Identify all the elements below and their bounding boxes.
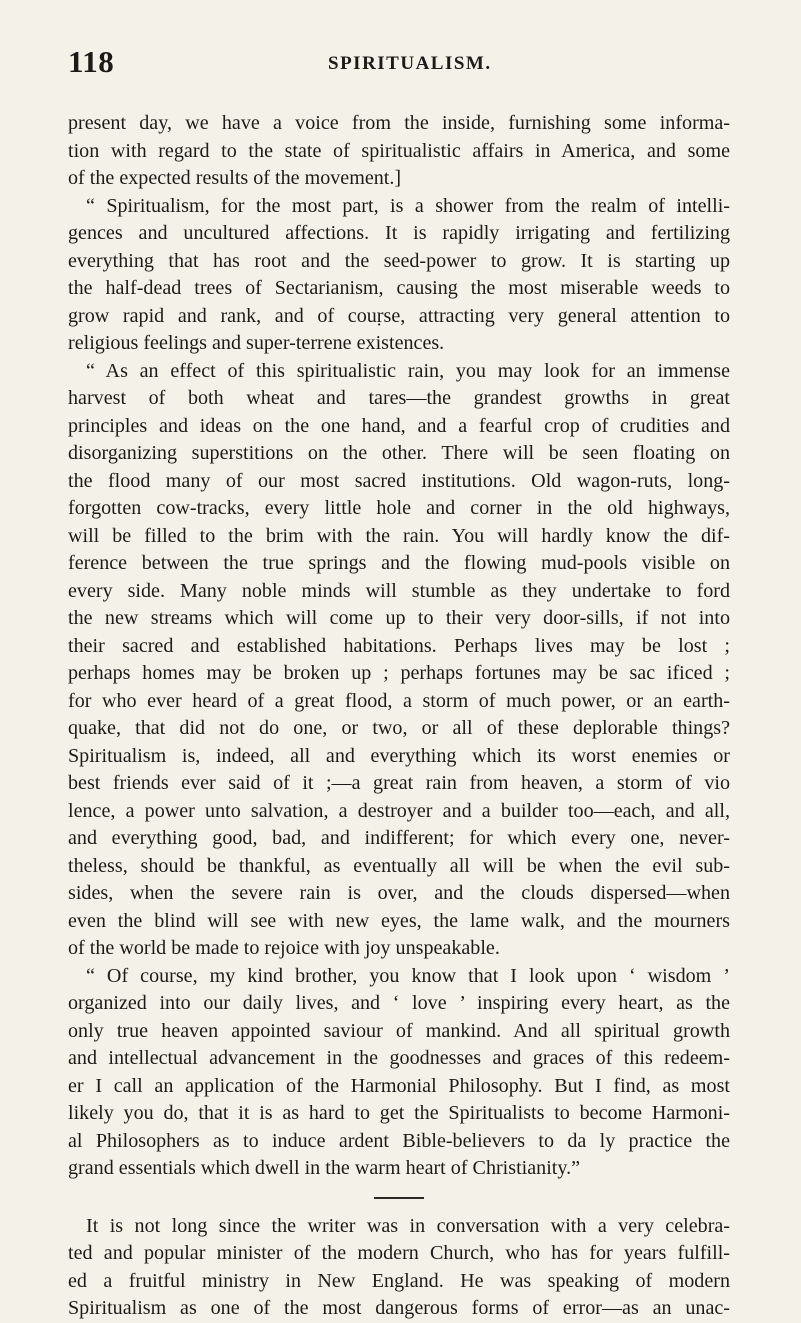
text-line: for who ever heard of a great flood, a storm of much power, or an earth- bbox=[68, 689, 730, 712]
text-line: quake, that did not do one, or two, or all of these deplorable things? bbox=[68, 717, 730, 739]
text-line: religious feelings and super-terrene existences. bbox=[68, 332, 445, 354]
text-line: only true heaven appointed saviour of mankind. And all spiritual growth bbox=[68, 1019, 730, 1042]
paragraph bbox=[68, 963, 730, 1183]
text-line: Spiritualism as one of the most dangerous forms of error—as an unac- bbox=[68, 1297, 730, 1319]
text-line: al Philosophers as to induce ardent Bible-believers to da ly practice the bbox=[68, 1129, 730, 1152]
text-line: sides, when the severe rain is over, and the clouds dispersed—when bbox=[68, 882, 730, 904]
text-line: er I call an application of the Harmonial Philosophy. But I find, as most bbox=[68, 1074, 730, 1097]
text-line: ference between the true springs and the flowing mud-pools visible on bbox=[68, 552, 730, 574]
text-line: “ Of course, my kind brother, you know that I look upon ‘ wisdom ’ bbox=[86, 964, 730, 987]
text-line: ed a fruitful ministry in New England. He was speaking of modern bbox=[68, 1269, 730, 1292]
text-line: best friends ever said of it ;—a great rain from heaven, a storm of vio bbox=[68, 772, 730, 794]
text-line: of the world be made to rejoice with joy unspeakable. bbox=[68, 937, 500, 959]
text-line: the new streams which will come up to their very door-sills, if not into bbox=[68, 607, 730, 629]
text-line: everything that has root and the seed-power to grow. It is starting up bbox=[68, 249, 730, 272]
text-line: “ As an effect of this spiritualistic rain, you may look for an immense bbox=[86, 359, 730, 382]
text-line: the flood many of our most sacred institutions. Old wagon-ruts, long- bbox=[68, 469, 730, 492]
text-line: theless, should be thankful, as eventually all will be when the evil sub- bbox=[68, 854, 730, 877]
paragraph bbox=[68, 1213, 730, 1323]
text-line: of the expected results of the movement.] bbox=[68, 167, 402, 189]
text-line: forgotten cow-tracks, every little hole and corner in the old highways, bbox=[68, 497, 730, 519]
text-line: every side. Many noble minds will stumble as they undertake to ford bbox=[68, 579, 730, 602]
text-line: even the blind will see with new eyes, the lame walk, and the mourners bbox=[68, 909, 730, 932]
text-line: principles and ideas on the one hand, and a fearful crop of crudities and bbox=[68, 414, 730, 437]
text-line: Spiritualism is, indeed, all and everything which its worst enemies or bbox=[68, 744, 730, 767]
paragraph bbox=[68, 193, 730, 358]
page-number: 118 bbox=[68, 44, 115, 79]
text-line: present day, we have a voice from the inside, furnishing some informa- bbox=[68, 112, 730, 134]
section-divider bbox=[374, 1197, 424, 1199]
text-line: grand essentials which dwell in the warm heart of Christianity.” bbox=[68, 1157, 581, 1179]
text-line: gences and uncultured affections. It is rapidly irrigating and fertilizing bbox=[68, 222, 730, 244]
text-line: harvest of both wheat and tares—the grandest growths in great bbox=[68, 387, 730, 409]
text-line: tion with regard to the state of spiritualistic affairs in America, and some bbox=[68, 139, 730, 162]
body-text bbox=[68, 110, 730, 1323]
paragraph bbox=[68, 110, 730, 193]
text-line: will be filled to the brim with the rain. You will hardly know the dif- bbox=[68, 524, 730, 547]
text-line: ted and popular minister of the modern Church, who has for years fulfill- bbox=[68, 1242, 730, 1264]
text-line: likely you do, that it is as hard to get the Spiritualists to become Harmoni- bbox=[68, 1102, 730, 1124]
text-line: and everything good, bad, and indifferent; for which every one, never- bbox=[68, 827, 730, 849]
text-line: It is not long since the writer was in conversation with a very celebra- bbox=[86, 1214, 730, 1237]
text-line: the half-dead trees of Sectarianism, causing the most miserable weeds to bbox=[68, 277, 730, 299]
text-line: grow rapid and rank, and of couṛse, attracting very general attention to bbox=[68, 304, 730, 327]
running-head: SPIRITUALISM. bbox=[328, 53, 492, 74]
text-line: “ Spiritualism, for the most part, is a shower from the realm of intelli- bbox=[86, 194, 730, 217]
text-line: organized into our daily lives, and ‘ love ’ inspiring every heart, as the bbox=[68, 992, 730, 1014]
paragraph bbox=[68, 358, 730, 963]
text-line: and intellectual advancement in the goodnesses and graces of this redeem- bbox=[68, 1047, 730, 1069]
text-line: disorganizing superstitions on the other. There will be seen floating on bbox=[68, 442, 730, 464]
text-line: perhaps homes may be broken up ; perhaps fortunes may be sac ificed ; bbox=[68, 662, 730, 684]
page-header bbox=[68, 44, 733, 84]
text-line: lence, a power unto salvation, a destroyer and a builder too—each, and all, bbox=[68, 799, 730, 822]
text-line: their sacred and established habitations. Perhaps lives may be lost ; bbox=[68, 634, 730, 657]
